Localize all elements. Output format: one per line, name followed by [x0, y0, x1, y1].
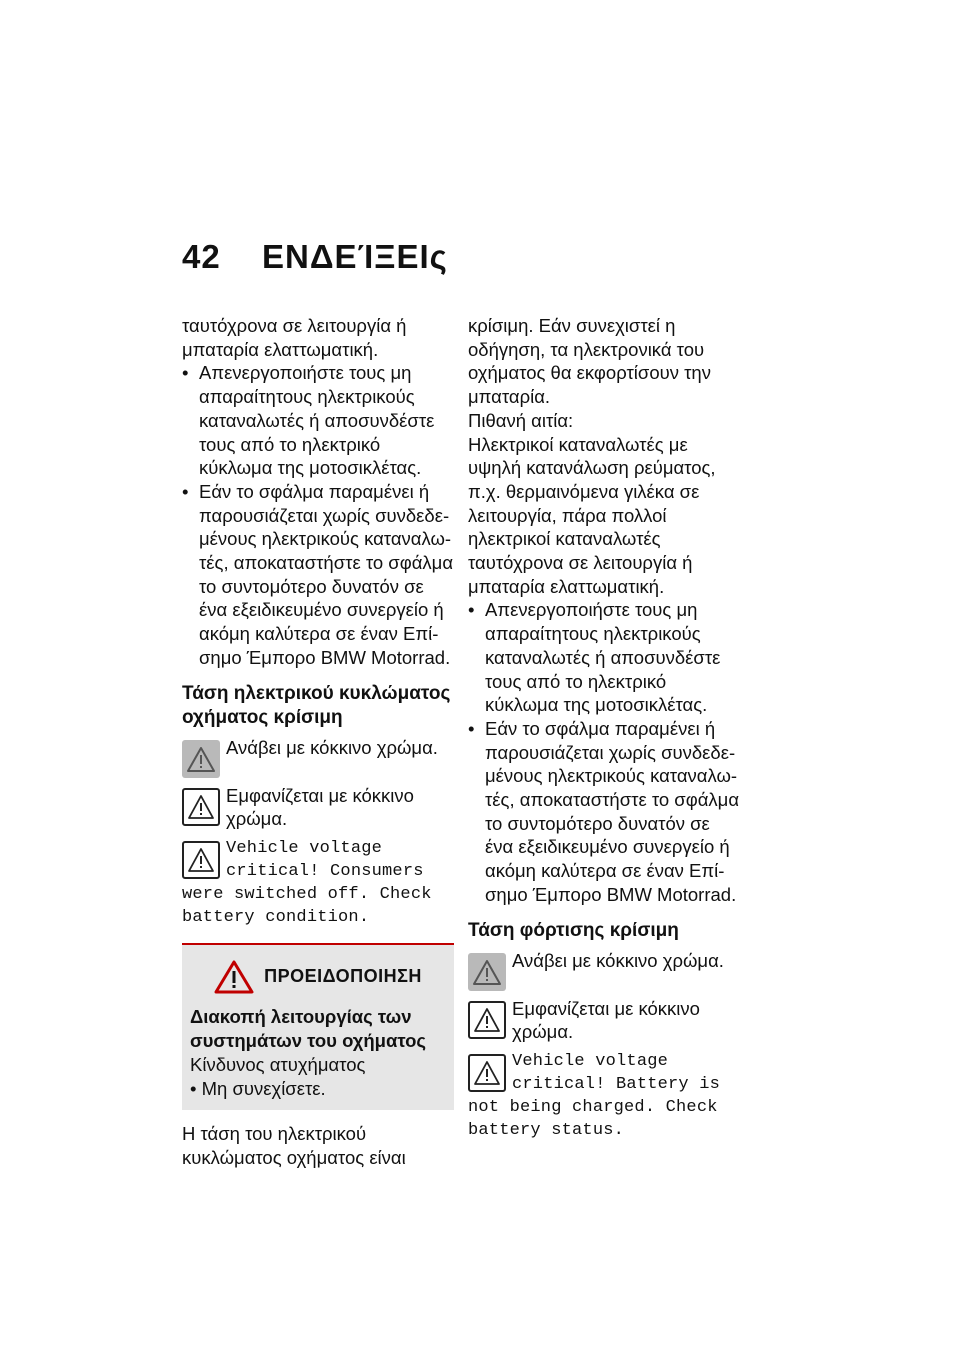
cause-label: Πιθανή αιτία:: [468, 409, 574, 431]
left-column: [182, 314, 454, 1170]
indicator-text: Εμφανίζεται με κόκκινο χρώμα.: [226, 784, 414, 830]
right-intro: κρίσιμη. Εάν συνεχιστεί η οδήγηση, τα ηλεκτρονικά του οχήματος θα εκφορτίσουν την μπαταρία.: [468, 315, 711, 408]
list-item: • Εάν το σφάλμα παραμένει ή παρουσιάζεται χωρίς συνδεδεμένους ηλεκτρικούς καταναλωτές, αποκαταστήστε το σφάλμα το συντομότερο δυνατόν σε ένα εξειδικευμένο συνεργείο ή ακόμη καλύτερα σε έναν Επίσημο Έμπορο BMW Motorrad.: [468, 717, 740, 905]
display-message-line-2: critical! Consumers: [226, 861, 424, 881]
section-heading: Τάση φόρτισης κρίσιμη: [468, 919, 679, 941]
indicator-text: Ανάβει με κόκκινο χρώμα.: [512, 949, 724, 971]
indicator-lamp-row: [468, 949, 740, 991]
right-column: [468, 314, 740, 1142]
warning-icon: [214, 959, 254, 995]
display-message: [182, 837, 454, 929]
warning-text: Κίνδυνος ατυχήματος: [190, 1053, 366, 1075]
warning-lamp-icon: [182, 740, 220, 778]
display-message-line: Vehicle voltage: [512, 1051, 669, 1071]
display-message-line: Vehicle voltage: [226, 838, 383, 858]
warning-triangle-icon: [468, 1001, 506, 1039]
warning-title: ΠΡΟΕΙΔΟΠΟΙΗΣΗ: [190, 959, 446, 995]
warning-box: [182, 943, 454, 1110]
left-outro: Η τάση του ηλεκτρικού κυκλώματος οχήματος είναι: [182, 1123, 406, 1169]
warning-triangle-icon: [468, 1054, 506, 1092]
left-intro: ταυτόχρονα σε λειτουργία ή μπαταρία ελαττωματική.: [182, 315, 407, 360]
display-message-line-2: critical! Battery is: [512, 1074, 721, 1094]
section-title: ΕΝΔΕΊΞΕΙς: [262, 238, 448, 275]
list-item: • Απενεργοποιήστε τους μη απαραίτητους ηλεκτρικούς καταναλωτές ή αποσυνδέστε τους από το ηλεκτρικό κύκλωμα της μοτοσικλέτας.: [468, 599, 721, 716]
indicator-display-row: [182, 784, 454, 831]
warning-heading: Διακοπή λειτουργίας των συστημάτων του οχήματος: [190, 1005, 427, 1051]
indicator-text: Εμφανίζεται με κόκκινο χρώμα.: [512, 997, 700, 1043]
display-message-rest: not being charged. Check battery status.: [468, 1097, 718, 1140]
list-item: • Εάν το σφάλμα παραμένει ή παρουσιάζεται χωρίς συνδεδεμένους ηλεκτρικούς καταναλωτές, αποκαταστήστε το σφάλμα το συντομότερο δυνατόν σε ένα εξειδικευμένο συνεργείο ή ακόμη καλύτερα σε έναν Επίσημο Έμπορο BMW Motorrad.: [182, 480, 454, 668]
cause-text: Ηλεκτρικοί καταναλωτές με υψηλή κατανάλωση ρεύματος, π.χ. θερμαινόμενα γιλέκα σε λειτουργία, πάρα πολλοί ηλεκτρικοί καταναλωτές ταυτόχρονα σε λειτουργία ή μπαταρία ελαττωματική.: [468, 433, 716, 597]
display-message: [468, 1050, 740, 1142]
section-heading: Τάση ηλεκτρικού κυκλώματος οχήματος κρίσιμη: [182, 682, 451, 728]
page-header: [182, 238, 448, 276]
indicator-lamp-row: [182, 736, 454, 778]
warning-lamp-icon: [468, 953, 506, 991]
warning-bullet: • Μη συνεχίσετε.: [190, 1077, 326, 1099]
warning-triangle-icon: [182, 841, 220, 879]
warning-triangle-icon: [182, 788, 220, 826]
indicator-display-row: [468, 997, 740, 1044]
page-number: 42: [182, 238, 221, 275]
list-item: • Απενεργοποιήστε τους μη απαραίτητους ηλεκτρικούς καταναλωτές ή αποσυνδέστε τους από το ηλεκτρικό κύκλωμα της μοτοσικλέτας.: [182, 362, 435, 479]
display-message-rest: were switched off. Check battery condition.: [182, 884, 432, 927]
indicator-text: Ανάβει με κόκκινο χρώμα.: [226, 736, 438, 758]
